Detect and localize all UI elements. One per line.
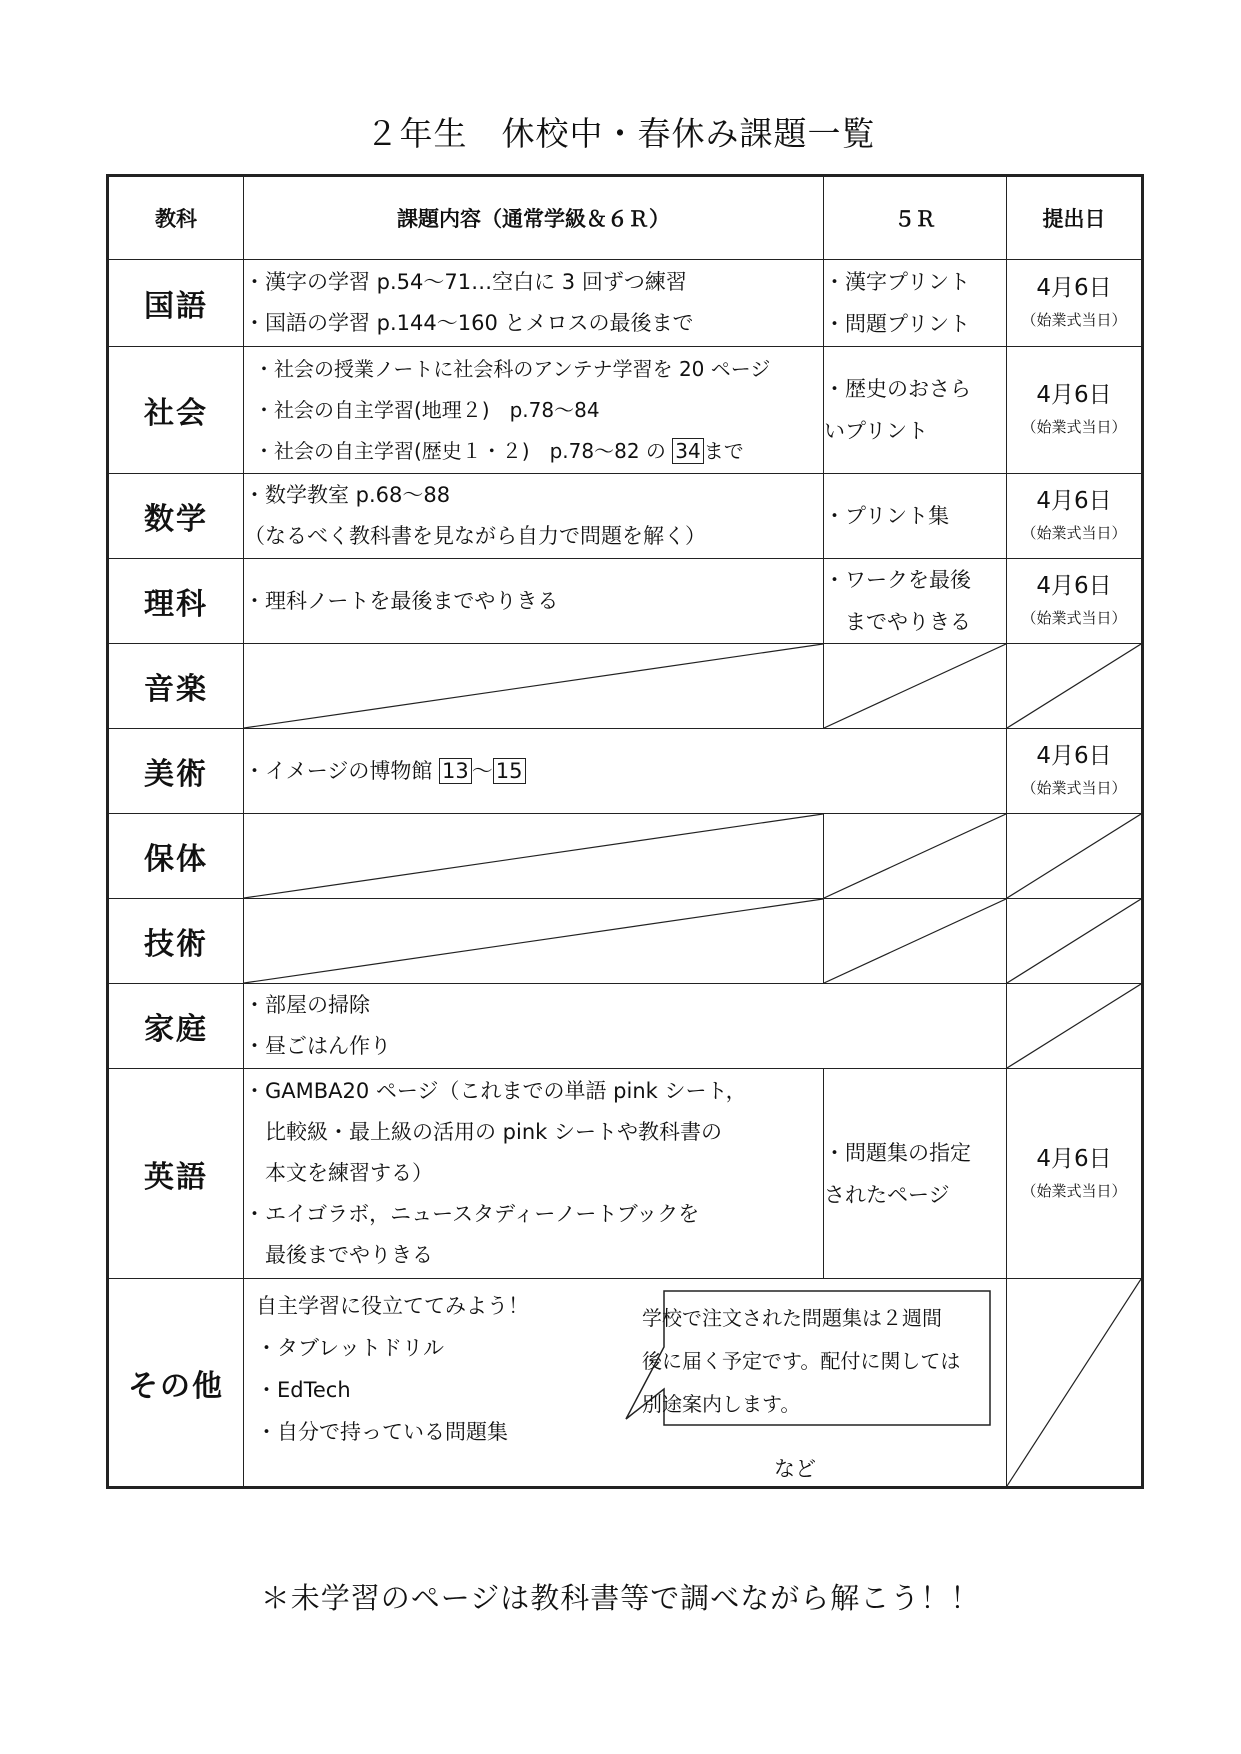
r5-line: ・問題プリント <box>824 312 971 336</box>
subject-shakai: 社会 <box>108 347 244 474</box>
due-rika <box>1007 559 1143 644</box>
content-line <box>254 431 823 472</box>
slash-line <box>1007 1279 1141 1486</box>
subject-ongaku: 音楽 <box>108 644 244 729</box>
row-rika <box>108 559 1143 644</box>
subject-sugaku: 数学 <box>108 474 244 559</box>
content-line <box>244 751 1006 792</box>
due-note: （始業式当日） <box>1021 418 1127 436</box>
due-note: （始業式当日） <box>1021 609 1127 627</box>
subject-kokugo: 国語 <box>108 260 244 347</box>
due-date: 4月6日 <box>1036 573 1112 599</box>
content-hotai-empty <box>244 814 824 899</box>
content-line: ・数学教室 p.68～88 <box>244 483 451 507</box>
row-hotai <box>108 814 1143 899</box>
slash-line <box>1007 899 1141 983</box>
subject-rika: 理科 <box>108 559 244 644</box>
other-content-area <box>244 1279 1006 1486</box>
page-title: ２年生 休校中・春休み課題一覧 <box>365 114 876 153</box>
r5-rika <box>824 559 1007 644</box>
due-date: 4月6日 <box>1036 1145 1112 1172</box>
slash-line <box>824 899 1006 983</box>
content-katei <box>244 984 1007 1069</box>
content-text: まで <box>703 438 744 463</box>
content-text: ・社会の自主学習(歴史１・２) p.78～82 の <box>254 438 673 463</box>
r5-gijutsu-empty <box>824 899 1007 984</box>
row-eigo <box>108 1069 1143 1279</box>
due-eigo <box>1007 1069 1143 1279</box>
due-katei-empty <box>1007 984 1143 1069</box>
content-line: 本文を練習する） <box>244 1161 433 1185</box>
content-line: ・自分で持っている問題集 <box>256 1420 508 1444</box>
footer-note: ＊未学習のページは教科書等で調べながら解こう！！ <box>260 1581 981 1615</box>
due-date: 4月6日 <box>1036 488 1112 514</box>
content-line: ・EdTech <box>256 1378 351 1402</box>
content-bijutsu <box>244 729 1007 814</box>
slash-line <box>1007 814 1141 898</box>
due-date: 4月6日 <box>1036 275 1112 301</box>
r5-line: ・漢字プリント <box>824 270 971 294</box>
content-line: ・理科ノートを最後までやりきる <box>244 588 559 613</box>
r5-kokugo <box>824 260 1007 347</box>
other-list <box>256 1285 529 1453</box>
row-ongaku <box>108 644 1143 729</box>
page-box: 34 <box>672 438 703 464</box>
slash-line <box>244 814 823 898</box>
content-line: ・タブレットドリル <box>256 1336 444 1360</box>
row-sonota <box>108 1279 1143 1488</box>
subject-bijutsu: 美術 <box>108 729 244 814</box>
row-katei <box>108 984 1143 1069</box>
other-nado: など <box>774 1457 816 1481</box>
slash-line <box>1007 984 1141 1068</box>
header-subject: 教科 <box>108 176 244 260</box>
bubble-line: 学校で注文された問題集は２週間 <box>642 1306 942 1330</box>
content-eigo <box>244 1069 824 1279</box>
content-line: ・部屋の掃除 <box>244 993 370 1017</box>
r5-line: ・問題集の指定 <box>824 1140 971 1165</box>
content-line: ・社会の自主学習(地理２) p.78～84 <box>254 397 600 422</box>
content-line: ・昼ごはん作り <box>244 1034 391 1058</box>
due-kokugo <box>1007 260 1143 347</box>
due-date: 4月6日 <box>1036 743 1112 769</box>
bubble-text <box>642 1297 982 1426</box>
slash-line <box>244 644 823 728</box>
slash-line <box>824 814 1006 898</box>
bubble-line: 別途案内します。 <box>642 1392 801 1416</box>
row-gijutsu <box>108 899 1143 984</box>
content-line: （なるべく教科書を見ながら自力で問題を解く） <box>244 524 706 548</box>
due-hotai-empty <box>1007 814 1143 899</box>
r5-hotai-empty <box>824 814 1007 899</box>
subject-eigo: 英語 <box>108 1069 244 1279</box>
slash-line <box>1007 644 1141 728</box>
r5-shakai <box>824 347 1007 474</box>
due-gijutsu-empty <box>1007 899 1143 984</box>
subject-katei: 家庭 <box>108 984 244 1069</box>
bubble-line: 後に届く予定です。配付に関しては <box>642 1349 961 1373</box>
row-bijutsu <box>108 729 1143 814</box>
r5-line: ・プリント集 <box>824 504 950 528</box>
row-shakai <box>108 347 1143 474</box>
due-bijutsu <box>1007 729 1143 814</box>
page-box: 13 <box>439 758 472 784</box>
r5-sugaku <box>824 474 1007 559</box>
content-line: ・国語の学習 p.144～160 とメロスの最後まで <box>244 311 694 335</box>
due-note: （始業式当日） <box>1021 311 1127 329</box>
r5-line: ・歴史のおさら <box>824 377 971 401</box>
content-line: ・エイゴラボ，ニュースタディーノートブックを <box>244 1202 700 1226</box>
due-shakai <box>1007 347 1143 474</box>
r5-line: ・ワークを最後 <box>824 568 971 592</box>
content-rika <box>244 559 824 644</box>
row-sugaku <box>108 474 1143 559</box>
header-content: 課題内容（通常学級＆６Ｒ） <box>244 176 824 260</box>
tilde: ～ <box>471 758 493 783</box>
content-line: ・GAMBA20 ページ（これまでの単語 pink シート， <box>244 1079 747 1103</box>
r5-line: までやりきる <box>824 610 971 634</box>
assignment-table <box>106 174 1144 1489</box>
due-sugaku <box>1007 474 1143 559</box>
slash-line <box>244 899 823 983</box>
content-line: 自主学習に役立ててみよう！ <box>256 1294 529 1318</box>
subject-hotai: 保体 <box>108 814 244 899</box>
header-5r: ５Ｒ <box>824 176 1007 260</box>
content-kokugo <box>244 260 824 347</box>
r5-eigo <box>824 1069 1007 1279</box>
r5-line: されたページ <box>824 1182 950 1207</box>
subject-gijutsu: 技術 <box>108 899 244 984</box>
content-line: ・社会の授業ノートに社会科のアンテナ学習を 20 ページ <box>254 356 771 381</box>
row-kokugo <box>108 260 1143 347</box>
content-ongaku-empty <box>244 644 824 729</box>
subject-sonota: その他 <box>108 1279 244 1488</box>
due-note: （始業式当日） <box>1021 524 1127 542</box>
slash-line <box>824 644 1006 728</box>
r5-ongaku-empty <box>824 644 1007 729</box>
header-row <box>108 176 1143 260</box>
content-text: ・イメージの博物館 <box>244 758 440 783</box>
content-line: 最後までやりきる <box>244 1243 433 1267</box>
content-gijutsu-empty <box>244 899 824 984</box>
content-sonota <box>244 1279 1007 1488</box>
content-line: ・漢字の学習 p.54～71…空白に 3 回ずつ練習 <box>244 270 687 294</box>
r5-line: いプリント <box>824 419 929 443</box>
content-line: 比較級・最上級の活用の pink シートや教科書の <box>244 1120 722 1144</box>
content-shakai <box>244 347 824 474</box>
due-note: （始業式当日） <box>1021 779 1127 797</box>
header-due: 提出日 <box>1007 176 1143 260</box>
due-note: （始業式当日） <box>1021 1181 1127 1200</box>
due-sonota-empty <box>1007 1279 1143 1488</box>
content-sugaku <box>244 474 824 559</box>
due-ongaku-empty <box>1007 644 1143 729</box>
due-date: 4月6日 <box>1036 382 1112 408</box>
page-box: 15 <box>493 758 526 784</box>
